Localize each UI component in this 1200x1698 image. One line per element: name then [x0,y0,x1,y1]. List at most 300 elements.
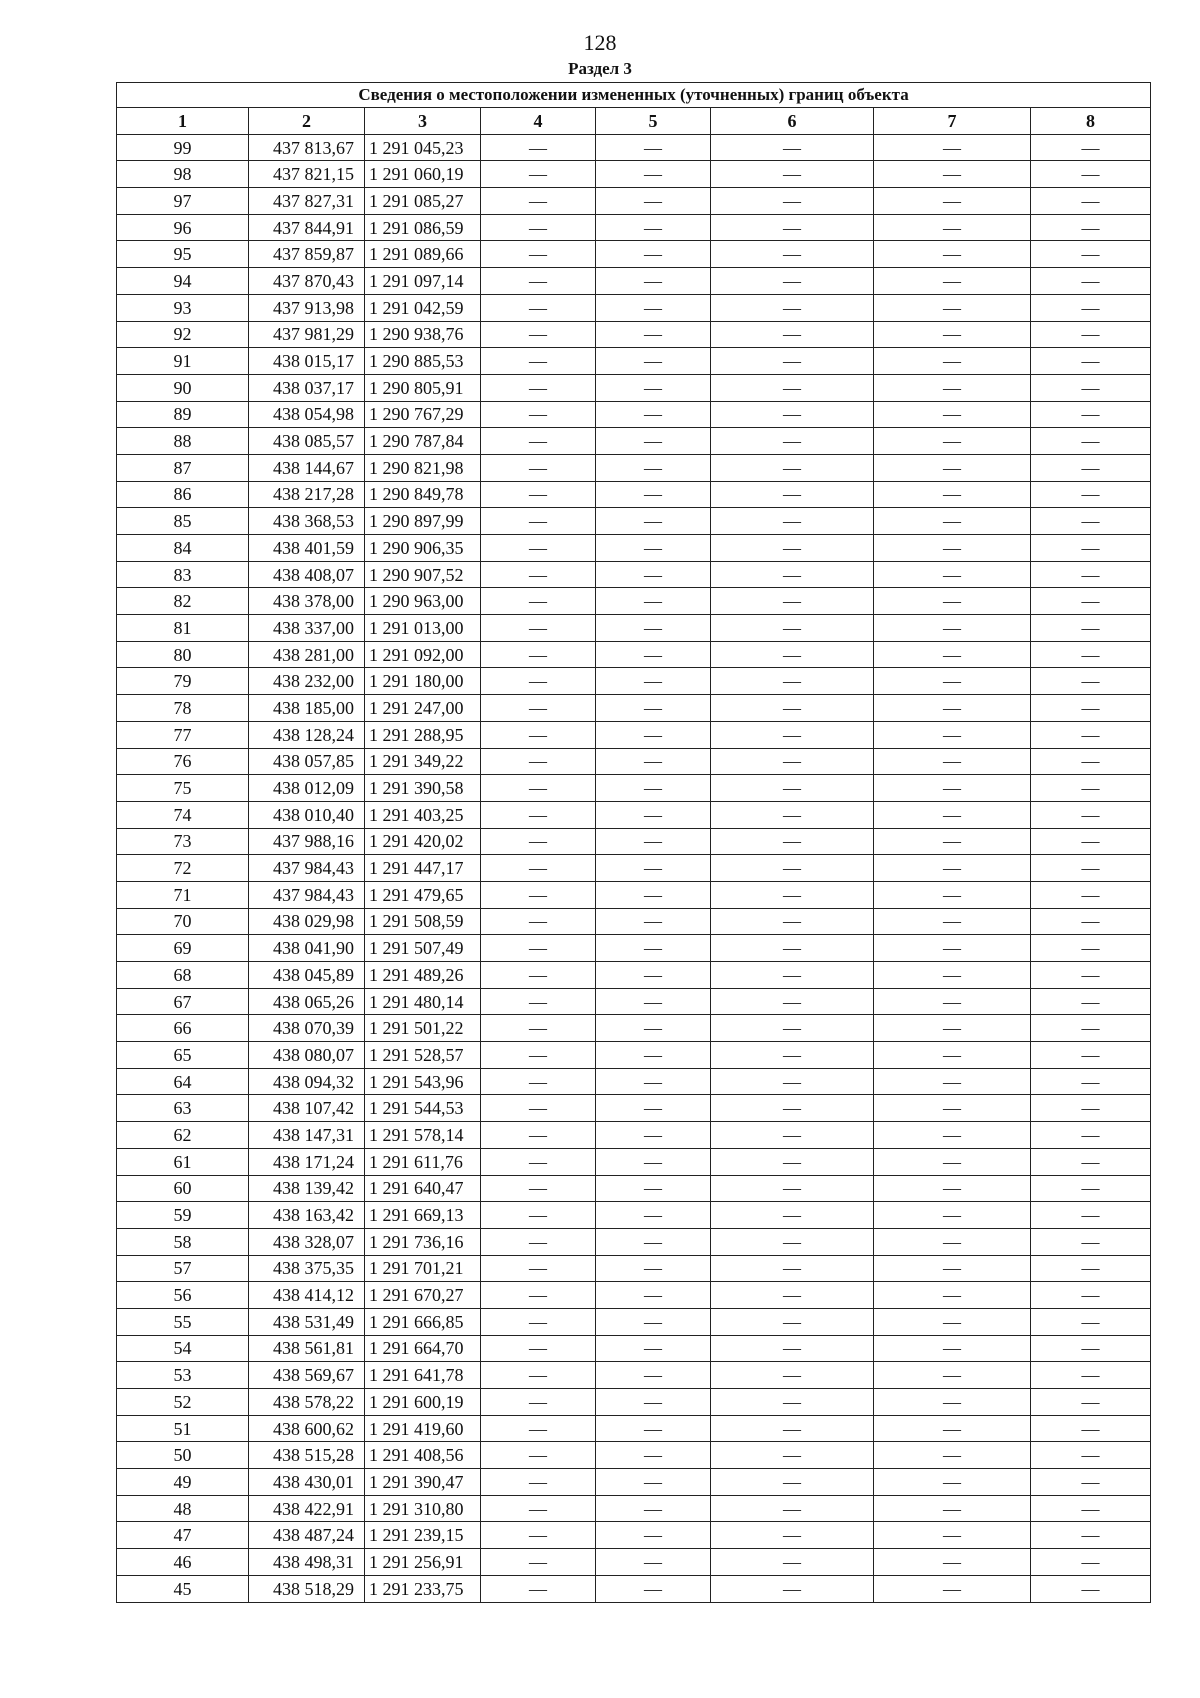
x-coordinate-cell: 438 232,00 [249,668,365,695]
empty-dash-cell: — [1031,1015,1151,1042]
empty-dash-cell: — [481,321,596,348]
empty-dash-cell: — [711,721,874,748]
x-coordinate-cell: 438 337,00 [249,615,365,642]
empty-dash-cell: — [1031,1469,1151,1496]
empty-dash-cell: — [1031,1549,1151,1576]
x-coordinate-cell: 438 600,62 [249,1415,365,1442]
y-coordinate-cell: 1 291 085,27 [365,188,481,215]
empty-dash-cell: — [711,1335,874,1362]
empty-dash-cell: — [711,1495,874,1522]
empty-dash-cell: — [481,1202,596,1229]
empty-dash-cell: — [711,935,874,962]
point-number-cell: 59 [117,1202,249,1229]
point-number-cell: 70 [117,908,249,935]
empty-dash-cell: — [596,1495,711,1522]
empty-dash-cell: — [596,1015,711,1042]
empty-dash-cell: — [596,1122,711,1149]
table-row [117,1442,1151,1469]
empty-dash-cell: — [481,161,596,188]
point-number-cell: 92 [117,321,249,348]
empty-dash-cell: — [711,881,874,908]
table-row [117,988,1151,1015]
table-row [117,1175,1151,1202]
x-coordinate-cell: 438 515,28 [249,1442,365,1469]
point-number-cell: 69 [117,935,249,962]
empty-dash-cell: — [1031,508,1151,535]
empty-dash-cell: — [481,1522,596,1549]
empty-dash-cell: — [1031,1068,1151,1095]
table-row [117,535,1151,562]
point-number-cell: 90 [117,374,249,401]
empty-dash-cell: — [596,134,711,161]
table-row [117,1415,1151,1442]
point-number-cell: 51 [117,1415,249,1442]
column-header: 8 [1031,108,1151,135]
empty-dash-cell: — [874,188,1031,215]
table-row [117,188,1151,215]
y-coordinate-cell: 1 291 256,91 [365,1549,481,1576]
empty-dash-cell: — [596,1255,711,1282]
empty-dash-cell: — [481,615,596,642]
empty-dash-cell: — [874,1469,1031,1496]
empty-dash-cell: — [1031,1095,1151,1122]
point-number-cell: 97 [117,188,249,215]
x-coordinate-cell: 438 498,31 [249,1549,365,1576]
empty-dash-cell: — [481,721,596,748]
table-row [117,561,1151,588]
y-coordinate-cell: 1 290 906,35 [365,535,481,562]
coordinates-table [116,82,1151,1603]
empty-dash-cell: — [596,1068,711,1095]
table-row [117,1228,1151,1255]
point-number-cell: 87 [117,454,249,481]
y-coordinate-cell: 1 290 787,84 [365,428,481,455]
empty-dash-cell: — [596,1228,711,1255]
empty-dash-cell: — [711,508,874,535]
x-coordinate-cell: 438 569,67 [249,1362,365,1389]
empty-dash-cell: — [874,1095,1031,1122]
empty-dash-cell: — [481,1389,596,1416]
x-coordinate-cell: 438 054,98 [249,401,365,428]
x-coordinate-cell: 438 065,26 [249,988,365,1015]
y-coordinate-cell: 1 291 408,56 [365,1442,481,1469]
point-number-cell: 53 [117,1362,249,1389]
empty-dash-cell: — [874,1549,1031,1576]
empty-dash-cell: — [1031,1175,1151,1202]
empty-dash-cell: — [481,668,596,695]
point-number-cell: 78 [117,695,249,722]
x-coordinate-cell: 438 163,42 [249,1202,365,1229]
point-number-cell: 76 [117,748,249,775]
empty-dash-cell: — [596,641,711,668]
empty-dash-cell: — [874,1068,1031,1095]
empty-dash-cell: — [711,668,874,695]
empty-dash-cell: — [481,241,596,268]
empty-dash-cell: — [1031,801,1151,828]
x-coordinate-cell: 438 037,17 [249,374,365,401]
empty-dash-cell: — [711,454,874,481]
empty-dash-cell: — [874,241,1031,268]
empty-dash-cell: — [481,214,596,241]
y-coordinate-cell: 1 291 447,17 [365,855,481,882]
empty-dash-cell: — [596,508,711,535]
table-row [117,615,1151,642]
empty-dash-cell: — [711,1148,874,1175]
point-number-cell: 72 [117,855,249,882]
empty-dash-cell: — [481,1175,596,1202]
x-coordinate-cell: 438 378,00 [249,588,365,615]
x-coordinate-cell: 437 981,29 [249,321,365,348]
point-number-cell: 88 [117,428,249,455]
empty-dash-cell: — [874,855,1031,882]
empty-dash-cell: — [711,801,874,828]
empty-dash-cell: — [596,775,711,802]
empty-dash-cell: — [1031,1308,1151,1335]
point-number-cell: 96 [117,214,249,241]
empty-dash-cell: — [596,374,711,401]
empty-dash-cell: — [711,855,874,882]
y-coordinate-cell: 1 291 239,15 [365,1522,481,1549]
empty-dash-cell: — [1031,641,1151,668]
table-row [117,508,1151,535]
y-coordinate-cell: 1 291 600,19 [365,1389,481,1416]
y-coordinate-cell: 1 291 578,14 [365,1122,481,1149]
empty-dash-cell: — [481,348,596,375]
empty-dash-cell: — [874,801,1031,828]
point-number-cell: 73 [117,828,249,855]
empty-dash-cell: — [1031,695,1151,722]
table-row [117,1362,1151,1389]
empty-dash-cell: — [596,454,711,481]
empty-dash-cell: — [481,508,596,535]
x-coordinate-cell: 437 984,43 [249,881,365,908]
empty-dash-cell: — [874,214,1031,241]
point-number-cell: 74 [117,801,249,828]
empty-dash-cell: — [874,962,1031,989]
empty-dash-cell: — [596,1335,711,1362]
empty-dash-cell: — [1031,1362,1151,1389]
empty-dash-cell: — [481,775,596,802]
empty-dash-cell: — [874,1175,1031,1202]
empty-dash-cell: — [481,588,596,615]
empty-dash-cell: — [1031,1442,1151,1469]
table-row [117,241,1151,268]
empty-dash-cell: — [1031,1255,1151,1282]
table-row [117,374,1151,401]
point-number-cell: 67 [117,988,249,1015]
empty-dash-cell: — [596,855,711,882]
empty-dash-cell: — [711,1015,874,1042]
y-coordinate-cell: 1 291 092,00 [365,641,481,668]
empty-dash-cell: — [481,1228,596,1255]
x-coordinate-cell: 438 414,12 [249,1282,365,1309]
empty-dash-cell: — [874,828,1031,855]
table-caption: Сведения о местоположении измененных (уточненных) границ объекта [117,83,1151,108]
x-coordinate-cell: 438 422,91 [249,1495,365,1522]
empty-dash-cell: — [874,588,1031,615]
empty-dash-cell: — [481,401,596,428]
table-row [117,935,1151,962]
table-row [117,401,1151,428]
empty-dash-cell: — [874,1389,1031,1416]
table-row [117,962,1151,989]
y-coordinate-cell: 1 291 089,66 [365,241,481,268]
empty-dash-cell: — [711,1122,874,1149]
x-coordinate-cell: 438 128,24 [249,721,365,748]
empty-dash-cell: — [596,935,711,962]
empty-dash-cell: — [481,1122,596,1149]
table-row [117,214,1151,241]
column-header: 7 [874,108,1031,135]
empty-dash-cell: — [1031,1522,1151,1549]
empty-dash-cell: — [596,1469,711,1496]
table-row [117,775,1151,802]
table-row [117,348,1151,375]
empty-dash-cell: — [1031,935,1151,962]
table-row [117,881,1151,908]
empty-dash-cell: — [481,801,596,828]
empty-dash-cell: — [874,775,1031,802]
y-coordinate-cell: 1 290 885,53 [365,348,481,375]
empty-dash-cell: — [1031,962,1151,989]
empty-dash-cell: — [874,294,1031,321]
empty-dash-cell: — [711,294,874,321]
empty-dash-cell: — [711,428,874,455]
point-number-cell: 58 [117,1228,249,1255]
empty-dash-cell: — [1031,881,1151,908]
empty-dash-cell: — [596,535,711,562]
empty-dash-cell: — [596,428,711,455]
column-header: 5 [596,108,711,135]
empty-dash-cell: — [1031,988,1151,1015]
empty-dash-cell: — [596,1442,711,1469]
point-number-cell: 77 [117,721,249,748]
empty-dash-cell: — [596,1549,711,1576]
empty-dash-cell: — [481,935,596,962]
column-header-row [117,108,1151,135]
empty-dash-cell: — [874,988,1031,1015]
empty-dash-cell: — [1031,1122,1151,1149]
empty-dash-cell: — [874,1148,1031,1175]
empty-dash-cell: — [596,294,711,321]
x-coordinate-cell: 438 107,42 [249,1095,365,1122]
x-coordinate-cell: 437 813,67 [249,134,365,161]
empty-dash-cell: — [596,561,711,588]
empty-dash-cell: — [874,1575,1031,1602]
empty-dash-cell: — [874,935,1031,962]
empty-dash-cell: — [596,268,711,295]
empty-dash-cell: — [481,1469,596,1496]
table-row [117,1015,1151,1042]
x-coordinate-cell: 437 984,43 [249,855,365,882]
point-number-cell: 52 [117,1389,249,1416]
empty-dash-cell: — [481,188,596,215]
y-coordinate-cell: 1 291 420,02 [365,828,481,855]
x-coordinate-cell: 438 012,09 [249,775,365,802]
empty-dash-cell: — [874,721,1031,748]
y-coordinate-cell: 1 290 767,29 [365,401,481,428]
empty-dash-cell: — [711,535,874,562]
empty-dash-cell: — [711,321,874,348]
empty-dash-cell: — [874,1495,1031,1522]
empty-dash-cell: — [874,748,1031,775]
empty-dash-cell: — [481,855,596,882]
empty-dash-cell: — [874,1335,1031,1362]
x-coordinate-cell: 438 029,98 [249,908,365,935]
empty-dash-cell: — [1031,134,1151,161]
empty-dash-cell: — [711,748,874,775]
empty-dash-cell: — [481,1362,596,1389]
empty-dash-cell: — [1031,401,1151,428]
empty-dash-cell: — [711,1575,874,1602]
empty-dash-cell: — [711,828,874,855]
y-coordinate-cell: 1 291 664,70 [365,1335,481,1362]
empty-dash-cell: — [1031,241,1151,268]
x-coordinate-cell: 438 368,53 [249,508,365,535]
point-number-cell: 98 [117,161,249,188]
table-row [117,1389,1151,1416]
empty-dash-cell: — [481,428,596,455]
table-row [117,1148,1151,1175]
point-number-cell: 80 [117,641,249,668]
empty-dash-cell: — [481,1308,596,1335]
empty-dash-cell: — [481,828,596,855]
y-coordinate-cell: 1 290 849,78 [365,481,481,508]
empty-dash-cell: — [874,561,1031,588]
empty-dash-cell: — [711,1202,874,1229]
empty-dash-cell: — [874,508,1031,535]
table-row [117,801,1151,828]
empty-dash-cell: — [874,401,1031,428]
empty-dash-cell: — [711,1362,874,1389]
empty-dash-cell: — [711,1389,874,1416]
x-coordinate-cell: 438 171,24 [249,1148,365,1175]
empty-dash-cell: — [874,481,1031,508]
empty-dash-cell: — [711,188,874,215]
empty-dash-cell: — [1031,428,1151,455]
empty-dash-cell: — [874,1282,1031,1309]
empty-dash-cell: — [481,1255,596,1282]
point-number-cell: 68 [117,962,249,989]
y-coordinate-cell: 1 291 543,96 [365,1068,481,1095]
table-row [117,1575,1151,1602]
empty-dash-cell: — [874,695,1031,722]
y-coordinate-cell: 1 291 666,85 [365,1308,481,1335]
x-coordinate-cell: 438 144,67 [249,454,365,481]
point-number-cell: 93 [117,294,249,321]
table-row [117,268,1151,295]
empty-dash-cell: — [596,321,711,348]
y-coordinate-cell: 1 291 086,59 [365,214,481,241]
empty-dash-cell: — [711,268,874,295]
empty-dash-cell: — [596,828,711,855]
empty-dash-cell: — [711,988,874,1015]
table-row [117,454,1151,481]
empty-dash-cell: — [481,1415,596,1442]
empty-dash-cell: — [481,1068,596,1095]
table-row [117,1202,1151,1229]
y-coordinate-cell: 1 291 670,27 [365,1282,481,1309]
empty-dash-cell: — [1031,588,1151,615]
empty-dash-cell: — [1031,481,1151,508]
table-row [117,908,1151,935]
table-row [117,588,1151,615]
table-row [117,1335,1151,1362]
empty-dash-cell: — [596,1362,711,1389]
empty-dash-cell: — [481,481,596,508]
empty-dash-cell: — [596,401,711,428]
x-coordinate-cell: 438 518,29 [249,1575,365,1602]
empty-dash-cell: — [711,962,874,989]
point-number-cell: 54 [117,1335,249,1362]
column-header: 3 [365,108,481,135]
empty-dash-cell: — [1031,1495,1151,1522]
table-row [117,1095,1151,1122]
x-coordinate-cell: 438 015,17 [249,348,365,375]
table-row [117,668,1151,695]
x-coordinate-cell: 437 821,15 [249,161,365,188]
empty-dash-cell: — [1031,1282,1151,1309]
empty-dash-cell: — [711,1282,874,1309]
point-number-cell: 99 [117,134,249,161]
section-title: Раздел 3 [568,59,632,78]
table-row [117,855,1151,882]
column-header: 4 [481,108,596,135]
empty-dash-cell: — [1031,535,1151,562]
empty-dash-cell: — [711,374,874,401]
empty-dash-cell: — [481,294,596,321]
x-coordinate-cell: 438 185,00 [249,695,365,722]
point-number-cell: 82 [117,588,249,615]
x-coordinate-cell: 438 070,39 [249,1015,365,1042]
table-row [117,1042,1151,1069]
empty-dash-cell: — [874,615,1031,642]
empty-dash-cell: — [596,615,711,642]
empty-dash-cell: — [874,268,1031,295]
empty-dash-cell: — [596,962,711,989]
empty-dash-cell: — [874,1042,1031,1069]
empty-dash-cell: — [874,1202,1031,1229]
empty-dash-cell: — [1031,775,1151,802]
x-coordinate-cell: 438 430,01 [249,1469,365,1496]
table-row [117,134,1151,161]
table-row [117,695,1151,722]
point-number-cell: 46 [117,1549,249,1576]
column-header: 1 [117,108,249,135]
empty-dash-cell: — [711,134,874,161]
empty-dash-cell: — [1031,855,1151,882]
empty-dash-cell: — [596,748,711,775]
empty-dash-cell: — [596,1095,711,1122]
empty-dash-cell: — [711,1042,874,1069]
empty-dash-cell: — [711,775,874,802]
y-coordinate-cell: 1 291 640,47 [365,1175,481,1202]
empty-dash-cell: — [711,1469,874,1496]
table-row [117,641,1151,668]
empty-dash-cell: — [481,1095,596,1122]
y-coordinate-cell: 1 291 042,59 [365,294,481,321]
table-row [117,748,1151,775]
empty-dash-cell: — [596,481,711,508]
empty-dash-cell: — [596,588,711,615]
empty-dash-cell: — [1031,1202,1151,1229]
x-coordinate-cell: 438 080,07 [249,1042,365,1069]
x-coordinate-cell: 438 531,49 [249,1308,365,1335]
empty-dash-cell: — [596,188,711,215]
empty-dash-cell: — [711,241,874,268]
empty-dash-cell: — [481,908,596,935]
empty-dash-cell: — [596,1575,711,1602]
